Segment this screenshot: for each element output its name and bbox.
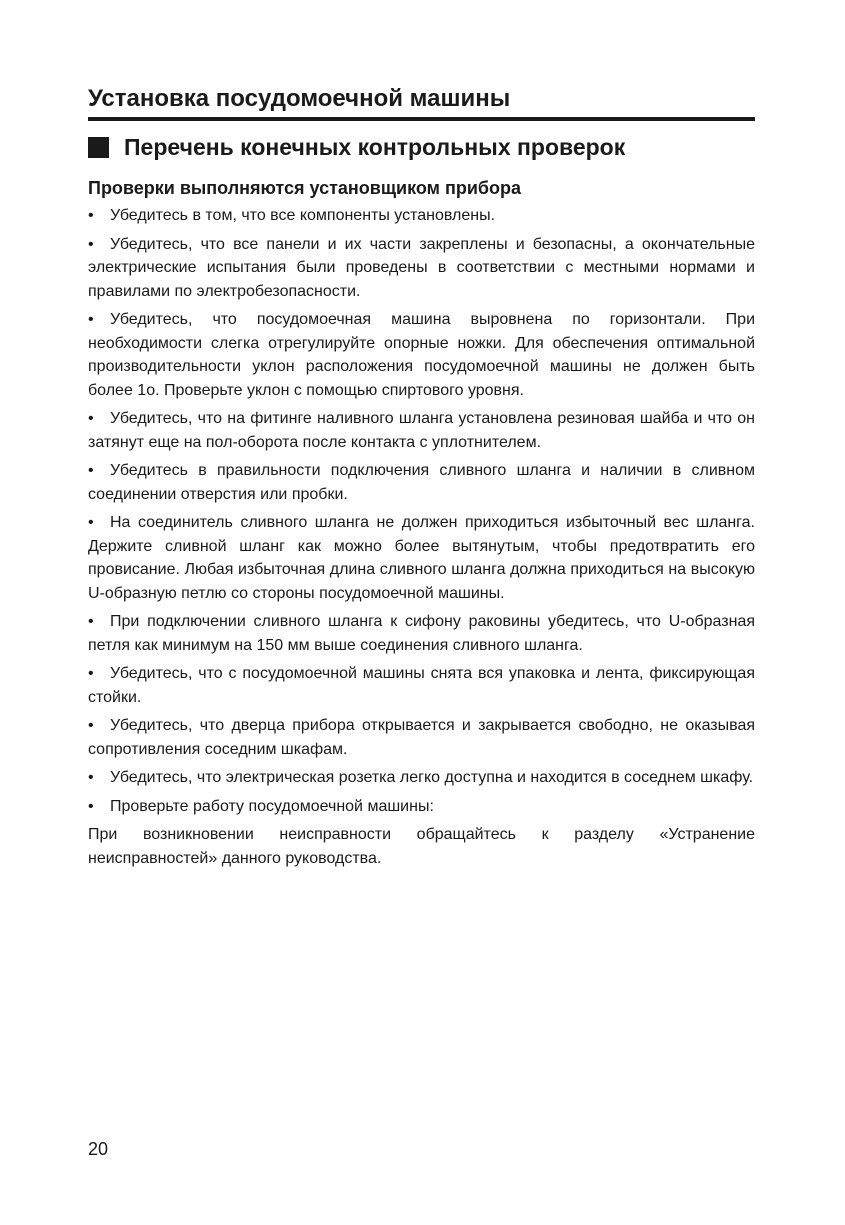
checklist-item [88,795,755,819]
checklist-item-text: Убедитесь в том, что все компоненты установлены. [110,207,496,224]
page-title: Установка посудомоечной машины [88,85,511,112]
checklist-item [88,766,755,790]
checklist-item-text: Убедитесь, что посудомоечная машина выровнена по горизонтали. При необходимости слегка отрегулируйте опорные ножки. Для обеспечения оптимальной производительности уклон расположения посудомоечной машины не должен быть более 1о. Проверьте уклон с помощью спиртового уровня. [88,311,755,399]
checklist-item [88,714,755,761]
bullet-icon: • [88,410,94,427]
checklist-item-text: Убедитесь, что с посудомоечной машины снята вся упаковка и лента, фиксирующая стойки. [88,665,755,706]
bullet-icon: • [88,462,94,479]
checklist [88,204,755,818]
checklist-item [88,459,755,506]
checklist-item-text: Проверьте работу посудомоечной машины: [110,797,434,815]
checklist-item [88,610,755,657]
section-title: Перечень конечных контрольных проверок [124,134,626,160]
checklist-item [88,204,755,228]
checklist-item [88,407,755,454]
bullet-icon: • [88,769,94,786]
checklist-item-text: При подключении сливного шланга к сифону раковины убедитесь, что U-образная петля как минимум на 150 мм выше соединения сливного шланга. [88,613,755,654]
bullet-icon: • [88,207,94,224]
bullet-icon: • [88,665,94,682]
checklist-item-text: Убедитесь в правильности подключения сливного шланга и наличии в сливном соединении отверстия или пробки. [88,462,755,503]
subheading: Проверки выполняются установщиком прибора [88,178,522,198]
page-number: 20 [88,1139,109,1159]
bullet-icon: • [88,311,94,328]
bullet-icon: • [88,797,94,815]
section-heading [88,132,755,162]
content [88,175,755,870]
bullet-icon: • [88,235,94,253]
checklist-item-text: На соединитель сливного шланга не должен приходиться избыточный вес шланга. Держите сливной шланг как можно более вытянутым, чтобы предотвратить его провисание. Любая избыточная длина сливного шланга должна приходиться на высокую U-образную петлю со стороны посудомоечной машины. [88,514,755,602]
checklist-item [88,233,755,304]
checklist-item-text: Убедитесь, что на фитинге наливного шланга установлена резиновая шайба и что он затянут еще на пол-оборота после контакта с уплотнителем. [88,410,755,451]
square-bullet-icon [88,137,109,158]
checklist-item [88,662,755,709]
bullet-icon: • [88,717,94,734]
closing-note: При возникновении неисправности обращайтесь к разделу «Устранение неисправностей» данного руководства. [88,826,755,867]
bullet-icon: • [88,613,94,630]
checklist-item-text: Убедитесь, что электрическая розетка легко доступна и находится в соседнем шкафу. [110,769,754,786]
checklist-item-text: Убедитесь, что дверца прибора открывается и закрывается свободно, не оказывая сопротивления соседним шкафам. [88,717,755,758]
checklist-item [88,308,755,402]
checklist-item [88,511,755,605]
header-rule [88,117,755,121]
bullet-icon: • [88,514,94,531]
checklist-item-text: Убедитесь, что все панели и их части закреплены и безопасны, а окончательные электрические испытания были проведены в соответствии с местными нормами и правилами по электробезопасности. [88,235,755,300]
page-header [88,84,755,121]
